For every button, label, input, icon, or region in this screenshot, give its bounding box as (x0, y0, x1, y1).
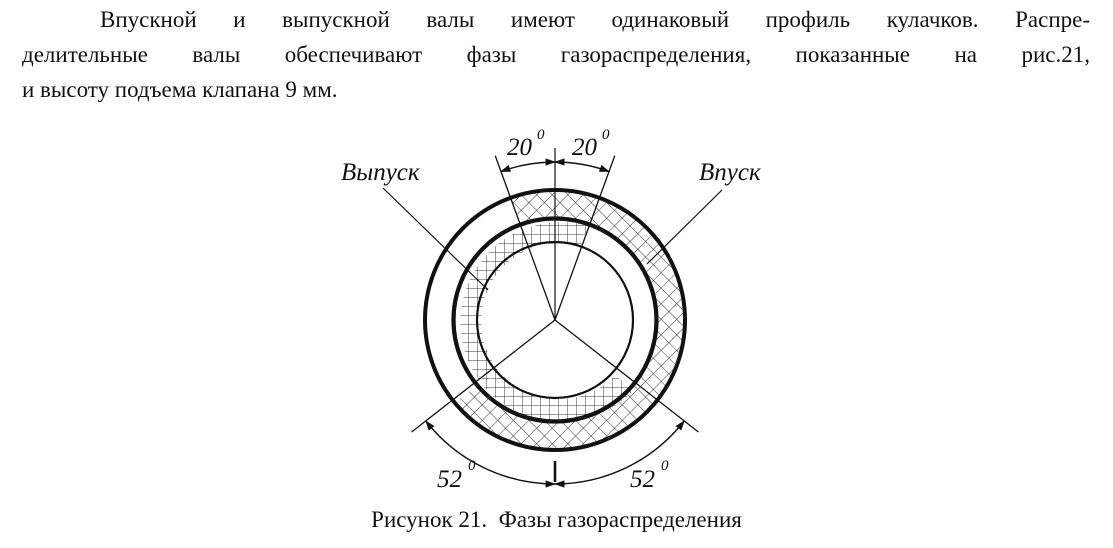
body-paragraph (22, 2, 1090, 107)
angle-top-right-degree: 0 (602, 127, 610, 143)
caption-title: Фазы газораспределения (498, 507, 742, 532)
angle-bottom-right: 52 (630, 466, 655, 493)
paragraph-line-1: Впускной и выпускной валы имеют одинаковый профиль кулачков. Распре- (100, 7, 1090, 32)
figure-caption (0, 507, 1113, 533)
angle-top-left: 20 (507, 134, 532, 161)
valve-timing-diagram (320, 118, 800, 498)
leader-exhaust (383, 188, 488, 290)
caption-number: Рисунок 21. (371, 507, 488, 532)
angle-bottom-left: 52 (437, 466, 462, 493)
angle-top-left-degree: 0 (537, 127, 545, 143)
arc-top-right (555, 162, 609, 172)
leader-intake (647, 190, 722, 264)
label-exhaust: Выпуск (341, 159, 420, 186)
angle-bottom-left-degree: 0 (468, 458, 476, 474)
paragraph-line-3: и высоту подъема клапана 9 мм. (22, 77, 338, 102)
label-intake: Впуск (699, 159, 761, 186)
angle-top-right: 20 (572, 134, 597, 161)
paragraph-line-2: делительные валы обеспечивают фазы газораспределения, показанные на рис.21, (22, 42, 1090, 67)
angle-bottom-right-degree: 0 (661, 458, 669, 474)
arc-top-left (501, 162, 555, 172)
